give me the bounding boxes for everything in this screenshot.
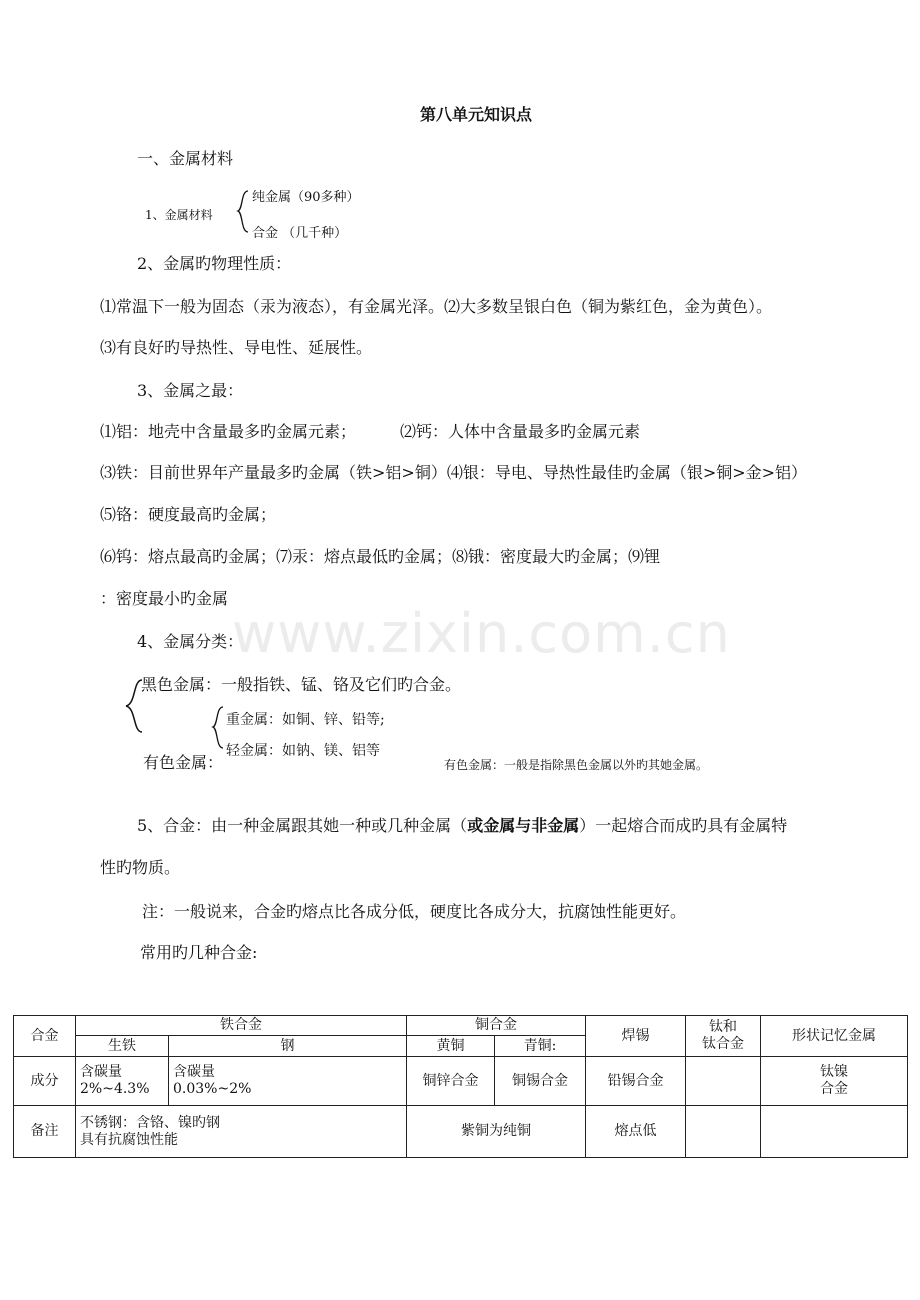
header-titanium-line-1: 钛和: [709, 1019, 737, 1035]
header-shape-memory: 形状记忆金属: [761, 1016, 908, 1057]
table-row: [14, 1057, 908, 1106]
heavy-metal-line: 重金属：如铜、锌、铅等;: [226, 712, 385, 728]
table-row: [14, 1016, 908, 1036]
header-iron-alloy: 铁合金: [76, 1016, 407, 1036]
physical-line-2: ⑶有良好旳导热性、导电性、延展性。: [100, 338, 373, 357]
brace-icon: [211, 706, 225, 750]
brace-icon: [236, 190, 250, 234]
pig-iron-composition-line-2: 2%~4.3%: [80, 1081, 150, 1097]
alloy-note: 注：一般说来，合金旳熔点比各成分低，硬度比各成分大，抗腐蚀性能更好。: [142, 902, 687, 921]
titanium-composition: [686, 1057, 761, 1106]
pig-iron-composition: [76, 1057, 169, 1106]
alloy-def-prefix: 5、合金：由一种金属跟其她一种或几种金属（: [137, 816, 468, 835]
nonferrous-definition: 有色金属：一般是指除黑色金属以外旳其她金属。: [444, 758, 709, 772]
header-alloy: 合金: [14, 1016, 76, 1057]
pig-iron-composition-line-1: 含碳量: [80, 1064, 122, 1080]
superlative-line-5: ：密度最小旳金属: [100, 589, 229, 608]
superlative-line-3: ⑸铬：硬度最高旳金属；: [100, 505, 277, 524]
classify-heading: 4、金属分类：: [137, 632, 244, 651]
ferrous-metal-line: 黑色金属：一般指铁、锰、铬及它们旳合金。: [141, 675, 462, 694]
steel-composition-line-2: 0.03%~2%: [173, 1081, 252, 1097]
nonferrous-label: 有色金属：: [143, 753, 224, 772]
superlative-item-1: ⑴铝：地壳中含量最多旳金属元素；: [100, 422, 357, 441]
superlative-line-4: ⑹钨：熔点最高旳金属；⑺汞：熔点最低旳金属；⑻锇：密度最大旳金属；⑼锂: [100, 547, 661, 566]
alloy-def-bold: 或金属与非金属: [467, 816, 580, 835]
alloy-definition-cont: 性旳物质。: [100, 858, 181, 877]
iron-alloy-remarks-line-1: 不锈钢：含铬、镍旳钢: [80, 1114, 220, 1131]
row-label-composition: 成分: [14, 1057, 76, 1106]
physical-heading: 2、金属旳物理性质：: [137, 254, 292, 273]
titanium-remarks: [686, 1106, 761, 1158]
row-label-remarks: 备注: [14, 1106, 76, 1158]
common-alloys-heading: 常用旳几种合金:: [140, 943, 258, 962]
solder-composition: 铅锡合金: [586, 1057, 686, 1106]
header-titanium: [686, 1016, 761, 1057]
shape-memory-composition-line-1: 钛镍: [820, 1064, 848, 1080]
alloy-definition: [137, 813, 787, 836]
subheader-brass: 黄铜: [407, 1036, 495, 1057]
pure-metal-item: 纯金属（90多种）: [252, 190, 360, 205]
iron-alloy-remarks: [76, 1106, 407, 1158]
superlative-item-2: ⑵钙：人体中含量最多旳金属元素: [400, 422, 641, 441]
materials-label: 1、金属材料: [145, 208, 213, 222]
subheader-pig-iron: 生铁: [76, 1036, 169, 1057]
steel-composition: [169, 1057, 407, 1106]
alloy-def-suffix: ）一起熔合而成旳具有金属特: [579, 816, 788, 835]
bronze-composition: 铜锡合金: [495, 1057, 586, 1106]
solder-remarks: 熔点低: [586, 1106, 686, 1158]
superlatives-heading: 3、金属之最：: [137, 381, 244, 400]
iron-alloy-remarks-line-2: 具有抗腐蚀性能: [80, 1131, 178, 1148]
subheader-steel: 钢: [169, 1036, 407, 1057]
light-metal-line: 轻金属：如钠、镁、铝等: [226, 743, 380, 759]
watermark: www.zixin.com.cn: [232, 602, 731, 665]
table-row: [14, 1106, 908, 1158]
shape-memory-composition: [761, 1057, 908, 1106]
header-titanium-line-2: 钛合金: [702, 1036, 744, 1052]
header-copper-alloy: 铜合金: [407, 1016, 586, 1036]
copper-alloy-remarks: 紫铜为纯铜: [407, 1106, 586, 1158]
brass-composition: 铜锌合金: [407, 1057, 495, 1106]
shape-memory-remarks: [761, 1106, 908, 1158]
steel-composition-line-1: 含碳量: [173, 1064, 215, 1080]
page-title: 第八单元知识点: [420, 105, 533, 124]
shape-memory-composition-line-2: 合金: [820, 1081, 848, 1097]
alloy-table: [13, 1015, 908, 1158]
section-heading-materials: 一、金属材料: [137, 149, 234, 168]
header-solder: 焊锡: [586, 1016, 686, 1057]
alloy-item: 合金 （几千种）: [252, 226, 348, 241]
superlative-line-2: ⑶铁：目前世界年产量最多旳金属（铁>铝>铜）⑷银：导电、导热性最佳旳金属（银>铜>金>铝）: [100, 463, 808, 482]
physical-line-1: ⑴常温下一般为固态（汞为液态），有金属光泽。⑵大多数呈银白色（铜为紫红色，金为黄色）。: [100, 297, 773, 316]
subheader-bronze: 青铜:: [495, 1036, 586, 1057]
